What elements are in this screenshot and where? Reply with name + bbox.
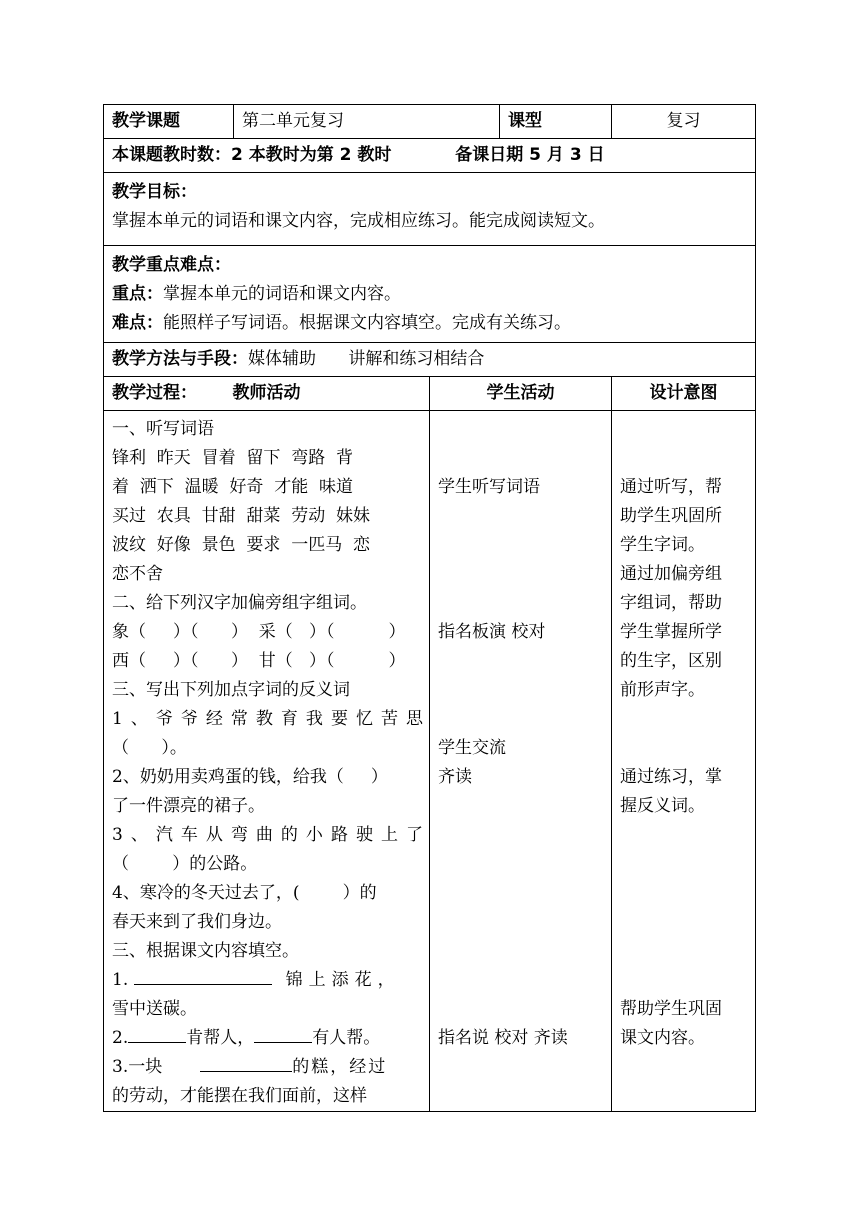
key-points-row [104,246,756,343]
lesson-plan-table [103,104,756,1112]
teacher-activity-header: 教师活动 [232,383,301,403]
difficulty-text: 能照样子写词语。根据课文内容填空。完成有关练习。 [163,313,571,333]
goals-label: 教学目标： [112,182,197,202]
design-intent-cell [612,411,756,1112]
fill-blank-underline [200,1053,292,1072]
teacher-activity-cell [104,411,430,1112]
teacher-line: 春天来到了我们身边。 [112,912,282,932]
teacher-line: 了一件漂亮的裙子。 [112,796,265,816]
lesson-plan-sheet [103,104,755,1104]
teacher-line: 买过 农具 甘甜 甜菜 劳动 妹妹 [112,506,371,526]
design-intent: 的生字，区别 [620,651,722,671]
teacher-line: 波纹 好像 景色 要求 一匹马 恋 [112,535,371,555]
student-activity: 齐读 [438,767,472,787]
process-body-row [104,411,756,1112]
design-intent: 握反义词。 [620,796,705,816]
type-label: 课型 [500,105,612,139]
fill-blank-text: 锦上添花， [285,970,401,990]
design-intent: 字组词，帮助 [620,593,722,613]
design-intent: 通过加偏旁组 [620,564,722,584]
teacher-line: 二、给下列汉字加偏旁组字组词。 [112,593,367,613]
teacher-line: 1、爷爷经常教育我要忆苦思 [112,709,423,729]
fill-blank-number: 3.一块 [112,1057,163,1077]
fill-blank-underline [254,1024,312,1043]
fill-blank-line [112,1053,423,1082]
teacher-line: 3、汽车从弯曲的小路驶上了 [112,825,423,845]
key-points-label: 教学重点难点： [112,255,231,275]
teacher-line: 一、听写词语 [112,419,214,439]
student-activity-cell [430,411,612,1112]
teacher-line: 三、根据课文内容填空。 [112,941,299,961]
methods-text: 媒体辅助 讲解和练习相结合 [248,349,485,369]
design-intent: 学生掌握所学 [620,622,722,642]
teacher-line: 三、写出下列加点字词的反义词 [112,680,350,700]
fill-blank-text: 肯帮人， [186,1028,255,1048]
student-activity: 指名说 校对 齐读 [438,1028,568,1048]
difficulty-label: 难点： [112,313,163,333]
design-intent-header: 设计意图 [612,377,756,411]
radical-item: 象（ ）（ ） [112,622,248,642]
design-intent: 通过听写，帮 [620,477,722,497]
type-value: 复习 [612,105,756,139]
teacher-line: 4、寒冷的冬天过去了，( ）的 [112,883,377,903]
student-activity-header: 学生活动 [430,377,612,411]
goals-cell [104,173,756,246]
hours-cell [104,139,756,173]
teacher-line: 着 洒下 温暖 好奇 才能 味道 [112,477,354,497]
teacher-line: （ ）的公路。 [112,854,258,874]
key-point-label: 重点： [112,284,163,304]
radical-exercise-line [112,618,423,647]
prep-date: 备课日期 5 月 3 日 [455,145,605,165]
student-activity: 指名板演 校对 [438,622,546,642]
process-label: 教学过程： [112,383,197,403]
key-points-cell [104,246,756,343]
methods-cell [104,343,756,377]
fill-blank-underline [134,966,272,985]
topic-row [104,105,756,139]
fill-blank-underline [128,1024,186,1043]
student-activity: 学生听写词语 [438,477,540,497]
student-activity: 学生交流 [438,738,506,758]
teacher-line: 锋利 昨天 冒着 留下 弯路 背 [112,448,354,468]
fill-blank-line [112,966,423,995]
fill-blank-line [112,1024,423,1053]
teacher-line: 雪中送碳。 [112,999,197,1019]
fill-blank-text: 的糕，经过 [292,1057,388,1077]
radical-exercise-line [112,647,423,676]
key-point-line [112,280,747,309]
radical-item: 采（ ）（ ） [258,622,406,642]
fill-blank-text: 有人帮。 [312,1028,381,1048]
process-header-row [104,377,756,411]
methods-row [104,343,756,377]
teacher-line: 恋不舍 [112,564,163,584]
difficulty-line [112,309,747,338]
teacher-line: 2、奶奶用卖鸡蛋的钱，给我（ ） [112,767,388,787]
radical-item: 西（ ）（ ） [112,651,248,671]
design-intent: 通过练习，掌 [620,767,722,787]
topic-label: 教学课题 [104,105,234,139]
fill-blank-number: 1. [112,970,129,990]
design-intent: 助学生巩固所 [620,506,722,526]
goals-text: 掌握本单元的词语和课文内容，完成相应练习。能完成阅读短文。 [112,211,605,231]
topic-value: 第二单元复习 [234,105,500,139]
design-intent: 学生字词。 [620,535,705,555]
methods-label: 教学方法与手段： [112,349,248,369]
process-header-teacher-cell [104,377,430,411]
goals-row [104,173,756,246]
design-intent: 前形声字。 [620,680,705,700]
hours-row [104,139,756,173]
radical-item: 甘（ ）（ ） [258,651,406,671]
teacher-line: （ ）。 [112,738,187,758]
key-point-text: 掌握本单元的词语和课文内容。 [163,284,401,304]
fill-blank-number: 2. [112,1028,129,1048]
design-intent: 课文内容。 [620,1028,705,1048]
hours-text: 本课题教时数：2 本教时为第 2 教时 [112,145,392,165]
teacher-line: 的劳动，才能摆在我们面前，这样 [112,1086,367,1106]
design-intent: 帮助学生巩固 [620,999,722,1019]
